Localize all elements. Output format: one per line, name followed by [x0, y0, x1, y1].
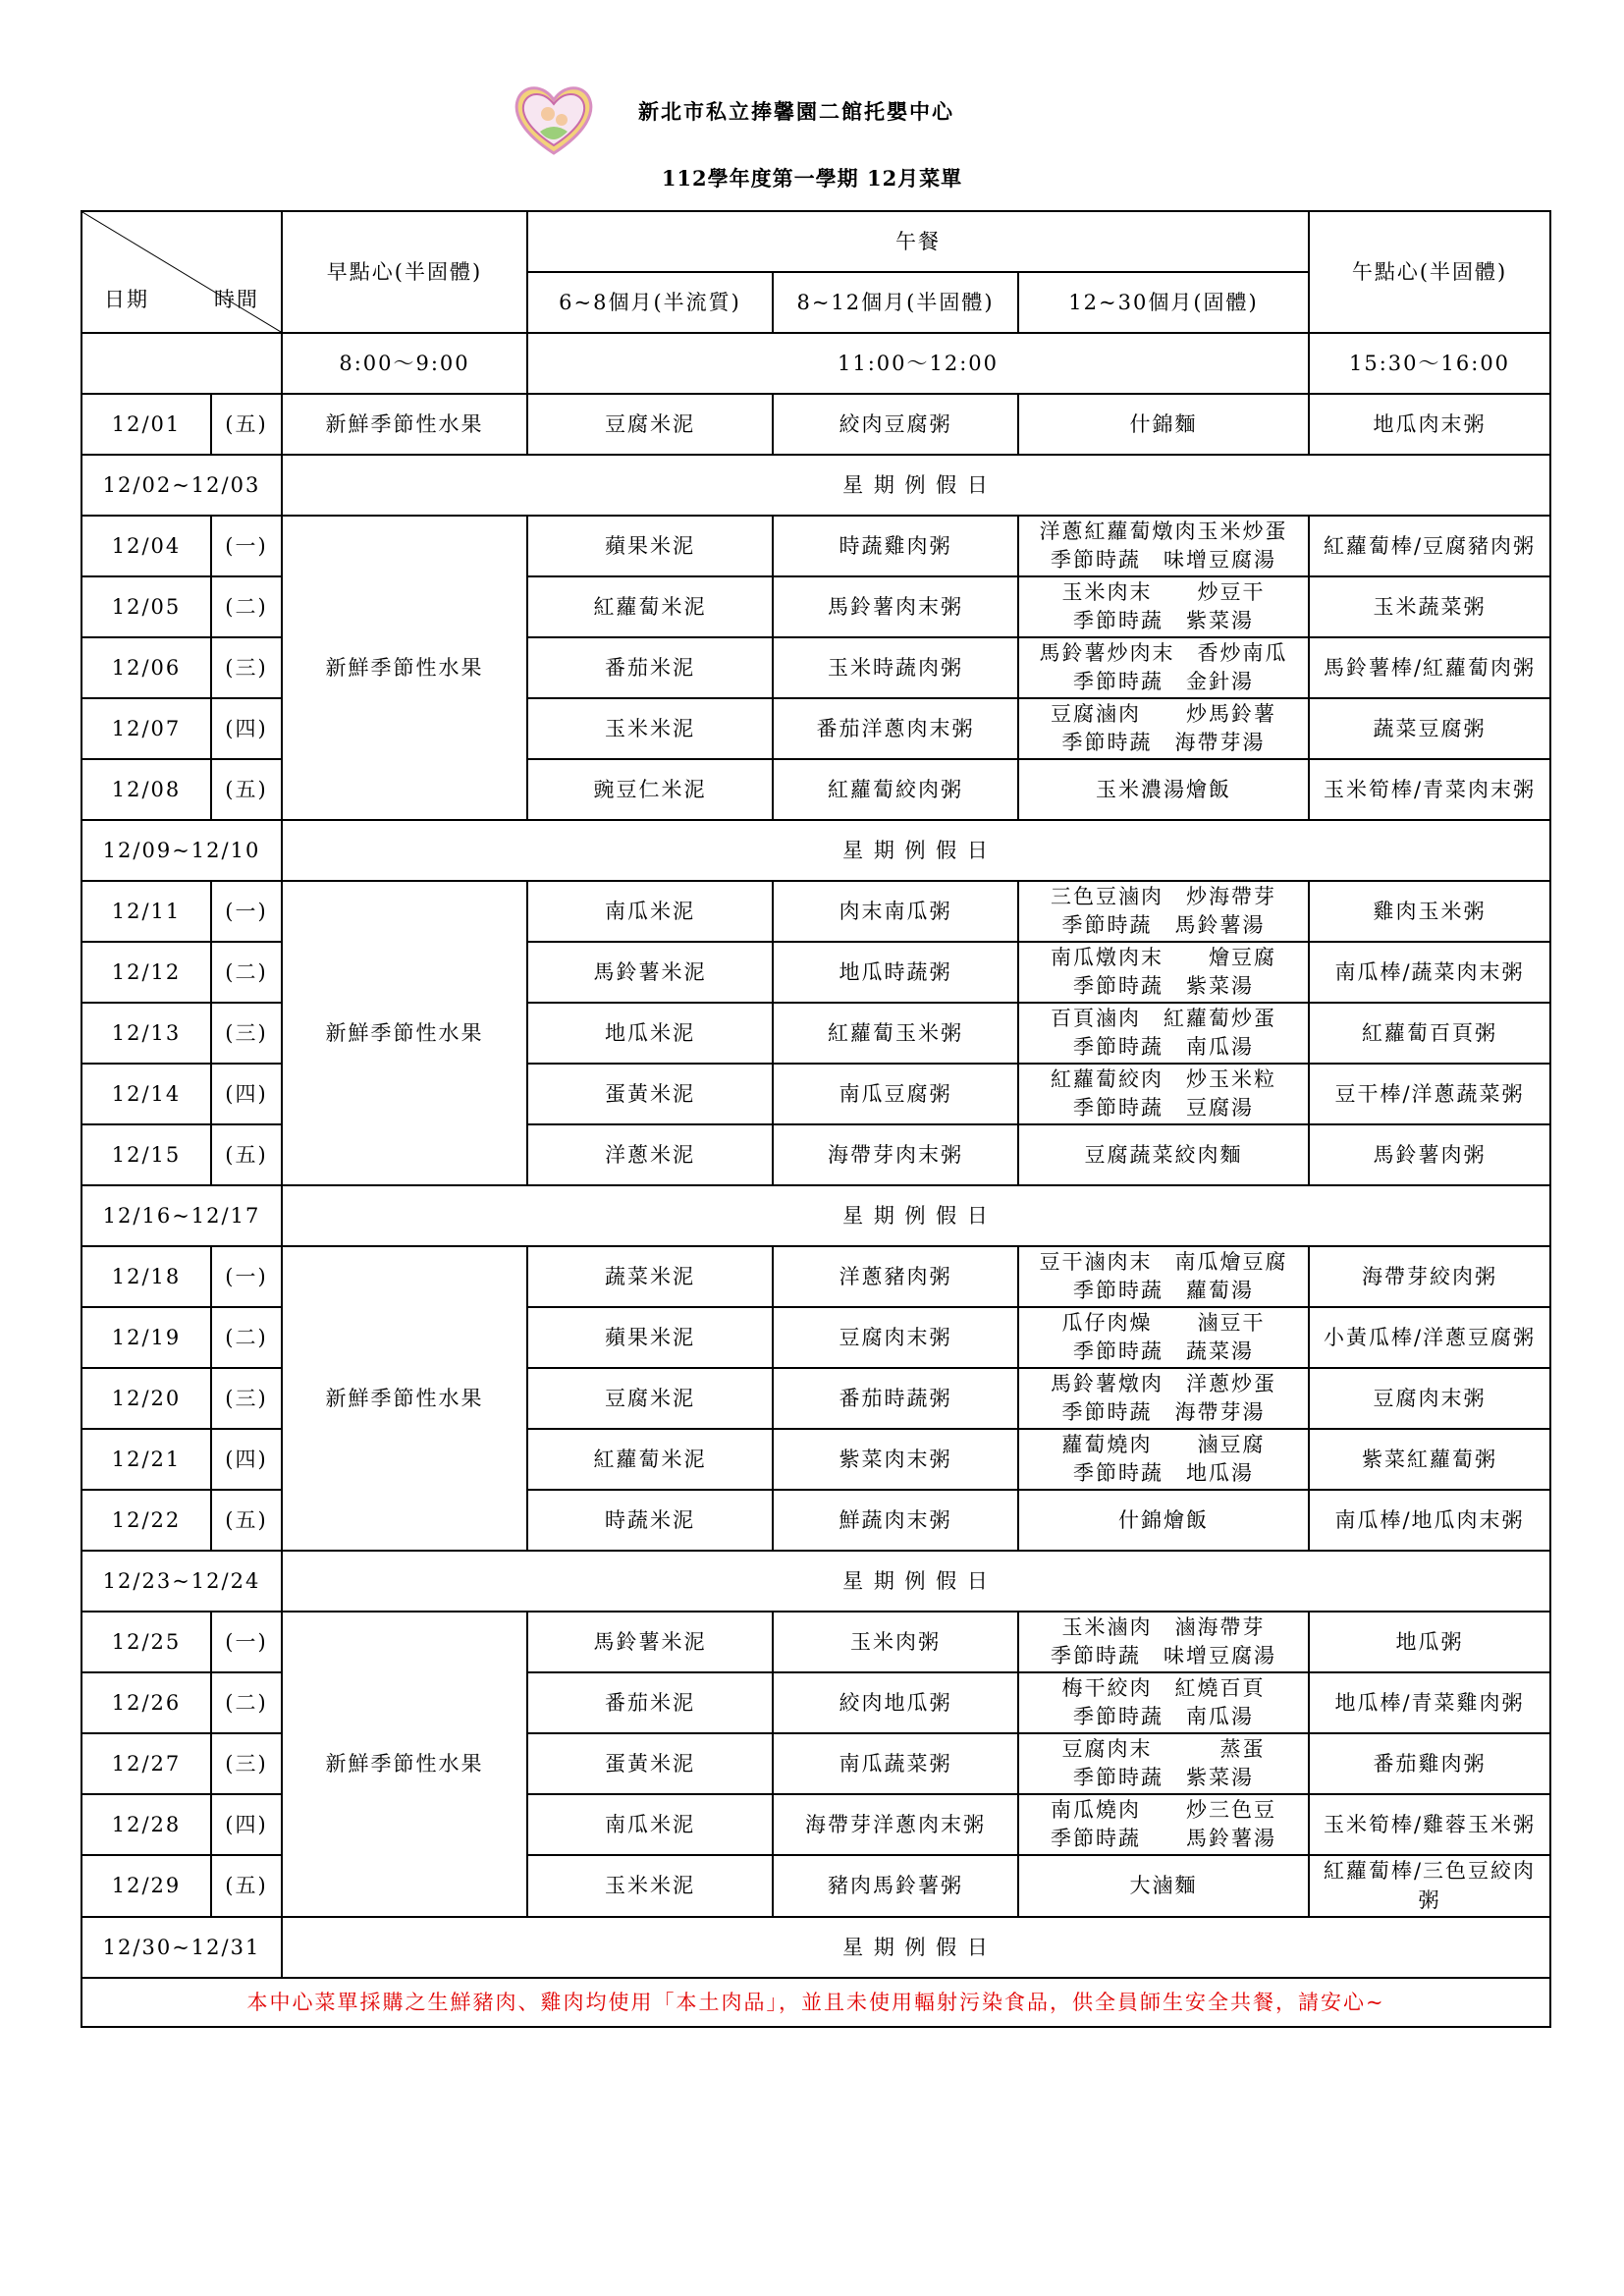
lunch-8-12-item: 紫菜肉末粥 [773, 1429, 1018, 1490]
lunch-12-30-item [1018, 1794, 1309, 1855]
lunch-12-30-line-1: 豆干滷肉末 南瓜燴豆腐 [1039, 1249, 1288, 1274]
afternoon-snack-item: 雞肉玉米粥 [1309, 881, 1550, 942]
page-header [0, 0, 1624, 206]
lunch-8-12-item: 鮮蔬肉末粥 [773, 1490, 1018, 1551]
lunch-12-30-line-1: 紅蘿蔔絞肉 炒玉米粒 [1051, 1066, 1277, 1091]
menu-title: 112學年度第一學期 12月菜單 [661, 166, 963, 191]
lunch-12-30-line-1: 馬鈴薯燉肉 洋蔥炒蛋 [1051, 1371, 1277, 1395]
holiday-date-range: 12/16~12/17 [81, 1185, 282, 1246]
afternoon-snack-item: 番茄雞肉粥 [1309, 1733, 1550, 1794]
day-of-week: (三) [211, 1368, 282, 1429]
lunch-6-8-item: 豌豆仁米泥 [527, 759, 773, 820]
afternoon-snack-item: 地瓜粥 [1309, 1612, 1550, 1672]
lunch-12-30-line-2: 季節時蔬 味增豆腐湯 [1051, 1644, 1277, 1667]
lunch-12-30-item [1018, 1064, 1309, 1124]
lunch-12-30-item [1018, 1124, 1309, 1185]
day-date: 12/19 [81, 1307, 211, 1368]
lunch-8-12-item: 玉米肉粥 [773, 1612, 1018, 1672]
notice-text: 本中心菜單採購之生鮮豬肉、雞肉均使用「本土肉品」，並且未使用輻射污染食品，供全員師生安全共餐，請安心~ [81, 1978, 1550, 2027]
day-date: 12/06 [81, 637, 211, 698]
lunch-6-8-header: 6~8個月(半流質) [527, 272, 773, 333]
afternoon-snack-item: 南瓜棒/地瓜肉末粥 [1309, 1490, 1550, 1551]
holiday-label: 星 期 例 假 日 [282, 820, 1550, 881]
lunch-12-30-line-1: 什錦麵 [1129, 411, 1198, 436]
lunch-12-30-item [1018, 516, 1309, 576]
afternoon-snack-item: 小黃瓜棒/洋蔥豆腐粥 [1309, 1307, 1550, 1368]
day-date: 12/12 [81, 942, 211, 1003]
day-date: 12/08 [81, 759, 211, 820]
lunch-12-30-line-2: 季節時蔬 蔬菜湯 [1073, 1339, 1255, 1363]
lunch-12-30-line-1: 洋蔥紅蘿蔔燉肉玉米炒蛋 [1039, 519, 1288, 543]
day-of-week: (三) [211, 1003, 282, 1064]
center-name: 新北市私立捧馨園二館托嬰中心 [638, 99, 954, 124]
lunch-6-8-item: 蘋果米泥 [527, 516, 773, 576]
lunch-12-30-line-2: 季節時蔬 地瓜湯 [1073, 1461, 1255, 1485]
day-date: 12/28 [81, 1794, 211, 1855]
lunch-12-30-line-2: 季節時蔬 豆腐湯 [1073, 1096, 1255, 1120]
time-afternoon: 15:30～16:00 [1309, 333, 1550, 394]
lunch-12-30-line-2: 季節時蔬 紫菜湯 [1073, 974, 1255, 998]
lunch-12-30-header: 12~30個月(固體) [1018, 272, 1309, 333]
lunch-8-12-header: 8~12個月(半固體) [773, 272, 1018, 333]
holiday-row [81, 820, 1550, 881]
day-of-week: (五) [211, 1124, 282, 1185]
lunch-12-30-line-2: 季節時蔬 金針湯 [1073, 670, 1255, 693]
lunch-6-8-item: 番茄米泥 [527, 637, 773, 698]
lunch-12-30-line-2: 季節時蔬 紫菜湯 [1073, 609, 1255, 632]
lunch-8-12-item: 番茄時蔬粥 [773, 1368, 1018, 1429]
day-date: 12/20 [81, 1368, 211, 1429]
lunch-6-8-item: 時蔬米泥 [527, 1490, 773, 1551]
lunch-12-30-item [1018, 942, 1309, 1003]
lunch-8-12-item: 海帶芽肉末粥 [773, 1124, 1018, 1185]
lunch-12-30-item [1018, 576, 1309, 637]
holiday-row [81, 1551, 1550, 1612]
holiday-label: 星 期 例 假 日 [282, 1551, 1550, 1612]
lunch-12-30-line-1: 豆腐肉末 蒸蛋 [1061, 1736, 1266, 1761]
morning-snack-fruit: 新鮮季節性水果 [282, 881, 527, 1185]
holiday-date-range: 12/23~12/24 [81, 1551, 282, 1612]
lunch-6-8-item: 紅蘿蔔米泥 [527, 576, 773, 637]
lunch-12-30-item [1018, 1672, 1309, 1733]
afternoon-snack-item: 蔬菜豆腐粥 [1309, 698, 1550, 759]
holiday-date-range: 12/02~12/03 [81, 455, 282, 516]
lunch-12-30-item [1018, 1368, 1309, 1429]
day-of-week: (四) [211, 1794, 282, 1855]
afternoon-snack-item: 海帶芽絞肉粥 [1309, 1246, 1550, 1307]
day-of-week: (二) [211, 1672, 282, 1733]
lunch-12-30-line-1: 瓜仔肉燥 滷豆干 [1061, 1310, 1266, 1335]
day-date: 12/05 [81, 576, 211, 637]
lunch-6-8-item: 馬鈴薯米泥 [527, 1612, 773, 1672]
morning-snack-fruit: 新鮮季節性水果 [282, 516, 527, 820]
lunch-12-30-line-1: 玉米滷肉 滷海帶芽 [1061, 1614, 1266, 1639]
lunch-12-30-line-2: 季節時蔬 南瓜湯 [1073, 1035, 1255, 1059]
lunch-6-8-item: 馬鈴薯米泥 [527, 942, 773, 1003]
lunch-12-30-line-1: 豆腐蔬菜絞肉麵 [1084, 1142, 1243, 1167]
menu-day-row [81, 394, 1550, 455]
day-of-week: (四) [211, 1429, 282, 1490]
day-of-week: (三) [211, 637, 282, 698]
lunch-8-12-item: 馬鈴薯肉末粥 [773, 576, 1018, 637]
lunch-8-12-item: 豬肉馬鈴薯粥 [773, 1855, 1018, 1917]
lunch-8-12-item: 紅蘿蔔玉米粥 [773, 1003, 1018, 1064]
day-of-week: (二) [211, 576, 282, 637]
lunch-12-30-item [1018, 1003, 1309, 1064]
lunch-12-30-item [1018, 1246, 1309, 1307]
day-date: 12/11 [81, 881, 211, 942]
notice-row [81, 1978, 1550, 2027]
afternoon-snack-item: 豆腐肉末粥 [1309, 1368, 1550, 1429]
lunch-12-30-line-2: 季節時蔬 海帶芽湯 [1061, 1400, 1266, 1424]
day-date: 12/21 [81, 1429, 211, 1490]
morning-snack-fruit: 新鮮季節性水果 [282, 1246, 527, 1551]
corner-time-label: 時間 [214, 287, 259, 311]
lunch-12-30-line-2: 季節時蔬 海帶芽湯 [1061, 731, 1266, 754]
day-of-week: (一) [211, 1612, 282, 1672]
lunch-6-8-item: 地瓜米泥 [527, 1003, 773, 1064]
lunch-12-30-item [1018, 881, 1309, 942]
lunch-12-30-line-2: 季節時蔬 馬鈴薯湯 [1051, 1827, 1277, 1850]
holiday-label: 星 期 例 假 日 [282, 1917, 1550, 1978]
afternoon-snack-item: 紅蘿蔔百頁粥 [1309, 1003, 1550, 1064]
menu-table [81, 210, 1551, 2028]
lunch-8-12-item: 地瓜時蔬粥 [773, 942, 1018, 1003]
center-logo [511, 82, 597, 157]
lunch-12-30-item [1018, 1490, 1309, 1551]
morning-snack-fruit: 新鮮季節性水果 [282, 1612, 527, 1917]
afternoon-snack-item: 地瓜肉末粥 [1309, 394, 1550, 455]
holiday-row [81, 1917, 1550, 1978]
lunch-12-30-item [1018, 1307, 1309, 1368]
menu-day-row [81, 516, 1550, 576]
holiday-row [81, 455, 1550, 516]
lunch-6-8-item: 蛋黃米泥 [527, 1064, 773, 1124]
holiday-row [81, 1185, 1550, 1246]
lunch-12-30-item [1018, 1429, 1309, 1490]
afternoon-snack-item: 地瓜棒/青菜雞肉粥 [1309, 1672, 1550, 1733]
afternoon-snack-header: 午點心(半固體) [1309, 211, 1550, 333]
afternoon-snack-item: 紅蘿蔔棒/豆腐豬肉粥 [1309, 516, 1550, 576]
menu-day-row [81, 1246, 1550, 1307]
holiday-label: 星 期 例 假 日 [282, 455, 1550, 516]
lunch-8-12-item: 洋蔥豬肉粥 [773, 1246, 1018, 1307]
day-of-week: (五) [211, 394, 282, 455]
day-of-week: (五) [211, 1490, 282, 1551]
day-of-week: (一) [211, 1246, 282, 1307]
lunch-6-8-item: 玉米米泥 [527, 1855, 773, 1917]
day-date: 12/13 [81, 1003, 211, 1064]
lunch-8-12-item: 豆腐肉末粥 [773, 1307, 1018, 1368]
lunch-8-12-item: 南瓜豆腐粥 [773, 1064, 1018, 1124]
day-date: 12/07 [81, 698, 211, 759]
day-of-week: (一) [211, 516, 282, 576]
holiday-date-range: 12/30~12/31 [81, 1917, 282, 1978]
lunch-6-8-item: 番茄米泥 [527, 1672, 773, 1733]
lunch-8-12-item: 海帶芽洋蔥肉末粥 [773, 1794, 1018, 1855]
lunch-6-8-item: 蛋黃米泥 [527, 1733, 773, 1794]
morning-snack-header: 早點心(半固體) [282, 211, 527, 333]
holiday-label: 星 期 例 假 日 [282, 1185, 1550, 1246]
afternoon-snack-item: 南瓜棒/蔬菜肉末粥 [1309, 942, 1550, 1003]
lunch-12-30-line-1: 南瓜燉肉末 燴豆腐 [1051, 945, 1277, 969]
afternoon-snack-item: 豆干棒/洋蔥蔬菜粥 [1309, 1064, 1550, 1124]
day-of-week: (四) [211, 1064, 282, 1124]
day-date: 12/29 [81, 1855, 211, 1917]
day-date: 12/18 [81, 1246, 211, 1307]
lunch-12-30-item [1018, 637, 1309, 698]
holiday-date-range: 12/09~12/10 [81, 820, 282, 881]
lunch-header: 午餐 [527, 211, 1309, 272]
lunch-8-12-item: 玉米時蔬肉粥 [773, 637, 1018, 698]
lunch-12-30-line-1: 蘿蔔燒肉 滷豆腐 [1061, 1432, 1266, 1456]
day-date: 12/25 [81, 1612, 211, 1672]
morning-snack-fruit: 新鮮季節性水果 [282, 394, 527, 455]
afternoon-snack-item: 玉米蔬菜粥 [1309, 576, 1550, 637]
lunch-12-30-line-2: 季節時蔬 南瓜湯 [1073, 1705, 1255, 1728]
afternoon-snack-item: 馬鈴薯棒/紅蘿蔔肉粥 [1309, 637, 1550, 698]
time-lunch: 11:00～12:00 [527, 333, 1309, 394]
lunch-12-30-line-1: 玉米濃湯燴飯 [1096, 777, 1232, 801]
lunch-8-12-item: 肉末南瓜粥 [773, 881, 1018, 942]
day-of-week: (五) [211, 1855, 282, 1917]
corner-cell [81, 211, 282, 333]
day-of-week: (三) [211, 1733, 282, 1794]
menu-day-row [81, 1612, 1550, 1672]
day-of-week: (二) [211, 942, 282, 1003]
day-date: 12/01 [81, 394, 211, 455]
lunch-12-30-line-1: 豆腐滷肉 炒馬鈴薯 [1051, 701, 1277, 726]
day-of-week: (二) [211, 1307, 282, 1368]
time-row-blank [81, 333, 282, 394]
time-row [81, 333, 1550, 394]
lunch-12-30-line-1: 什錦燴飯 [1118, 1507, 1210, 1532]
lunch-12-30-item [1018, 1612, 1309, 1672]
lunch-12-30-line-2: 季節時蔬 蘿蔔湯 [1073, 1279, 1255, 1302]
time-morning: 8:00～9:00 [282, 333, 527, 394]
lunch-12-30-line-1: 玉米肉末 炒豆干 [1061, 579, 1266, 604]
lunch-8-12-item: 紅蘿蔔絞肉粥 [773, 759, 1018, 820]
afternoon-snack-item: 馬鈴薯肉粥 [1309, 1124, 1550, 1185]
afternoon-snack-item: 玉米筍棒/青菜肉末粥 [1309, 759, 1550, 820]
lunch-6-8-item: 蘋果米泥 [527, 1307, 773, 1368]
lunch-6-8-item: 豆腐米泥 [527, 1368, 773, 1429]
lunch-6-8-item: 南瓜米泥 [527, 881, 773, 942]
lunch-12-30-item [1018, 698, 1309, 759]
lunch-12-30-line-2: 季節時蔬 紫菜湯 [1073, 1766, 1255, 1789]
lunch-6-8-item: 豆腐米泥 [527, 394, 773, 455]
day-of-week: (四) [211, 698, 282, 759]
lunch-12-30-line-1: 梅干絞肉 紅燒百頁 [1061, 1675, 1266, 1700]
lunch-12-30-item [1018, 394, 1309, 455]
day-date: 12/22 [81, 1490, 211, 1551]
day-of-week: (五) [211, 759, 282, 820]
lunch-8-12-item: 絞肉地瓜粥 [773, 1672, 1018, 1733]
lunch-6-8-item: 洋蔥米泥 [527, 1124, 773, 1185]
lunch-12-30-item [1018, 1733, 1309, 1794]
day-date: 12/04 [81, 516, 211, 576]
lunch-6-8-item: 南瓜米泥 [527, 1794, 773, 1855]
day-date: 12/26 [81, 1672, 211, 1733]
lunch-12-30-line-1: 百頁滷肉 紅蘿蔔炒蛋 [1051, 1006, 1277, 1030]
lunch-12-30-line-2: 季節時蔬 馬鈴薯湯 [1061, 913, 1266, 937]
day-of-week: (一) [211, 881, 282, 942]
lunch-8-12-item: 南瓜蔬菜粥 [773, 1733, 1018, 1794]
lunch-8-12-item: 時蔬雞肉粥 [773, 516, 1018, 576]
lunch-12-30-line-1: 大滷麵 [1129, 1874, 1198, 1898]
lunch-12-30-line-1: 馬鈴薯炒肉末 香炒南瓜 [1039, 640, 1288, 665]
lunch-12-30-line-1: 南瓜燒肉 炒三色豆 [1051, 1797, 1277, 1822]
header-row [81, 211, 1550, 272]
lunch-12-30-item [1018, 759, 1309, 820]
lunch-6-8-item: 蔬菜米泥 [527, 1246, 773, 1307]
lunch-12-30-line-1: 三色豆滷肉 炒海帶芽 [1051, 884, 1277, 908]
corner-date-label: 日期 [104, 287, 149, 311]
menu-day-row [81, 881, 1550, 942]
lunch-12-30-line-2: 季節時蔬 味增豆腐湯 [1051, 548, 1277, 572]
afternoon-snack-item: 玉米筍棒/雞蓉玉米粥 [1309, 1794, 1550, 1855]
lunch-12-30-item [1018, 1855, 1309, 1917]
afternoon-snack-item: 紅蘿蔔棒/三色豆絞肉粥 [1309, 1855, 1550, 1917]
lunch-6-8-item: 玉米米泥 [527, 698, 773, 759]
day-date: 12/14 [81, 1064, 211, 1124]
day-date: 12/27 [81, 1733, 211, 1794]
lunch-8-12-item: 番茄洋蔥肉末粥 [773, 698, 1018, 759]
lunch-6-8-item: 紅蘿蔔米泥 [527, 1429, 773, 1490]
afternoon-snack-item: 紫菜紅蘿蔔粥 [1309, 1429, 1550, 1490]
lunch-8-12-item: 絞肉豆腐粥 [773, 394, 1018, 455]
day-date: 12/15 [81, 1124, 211, 1185]
